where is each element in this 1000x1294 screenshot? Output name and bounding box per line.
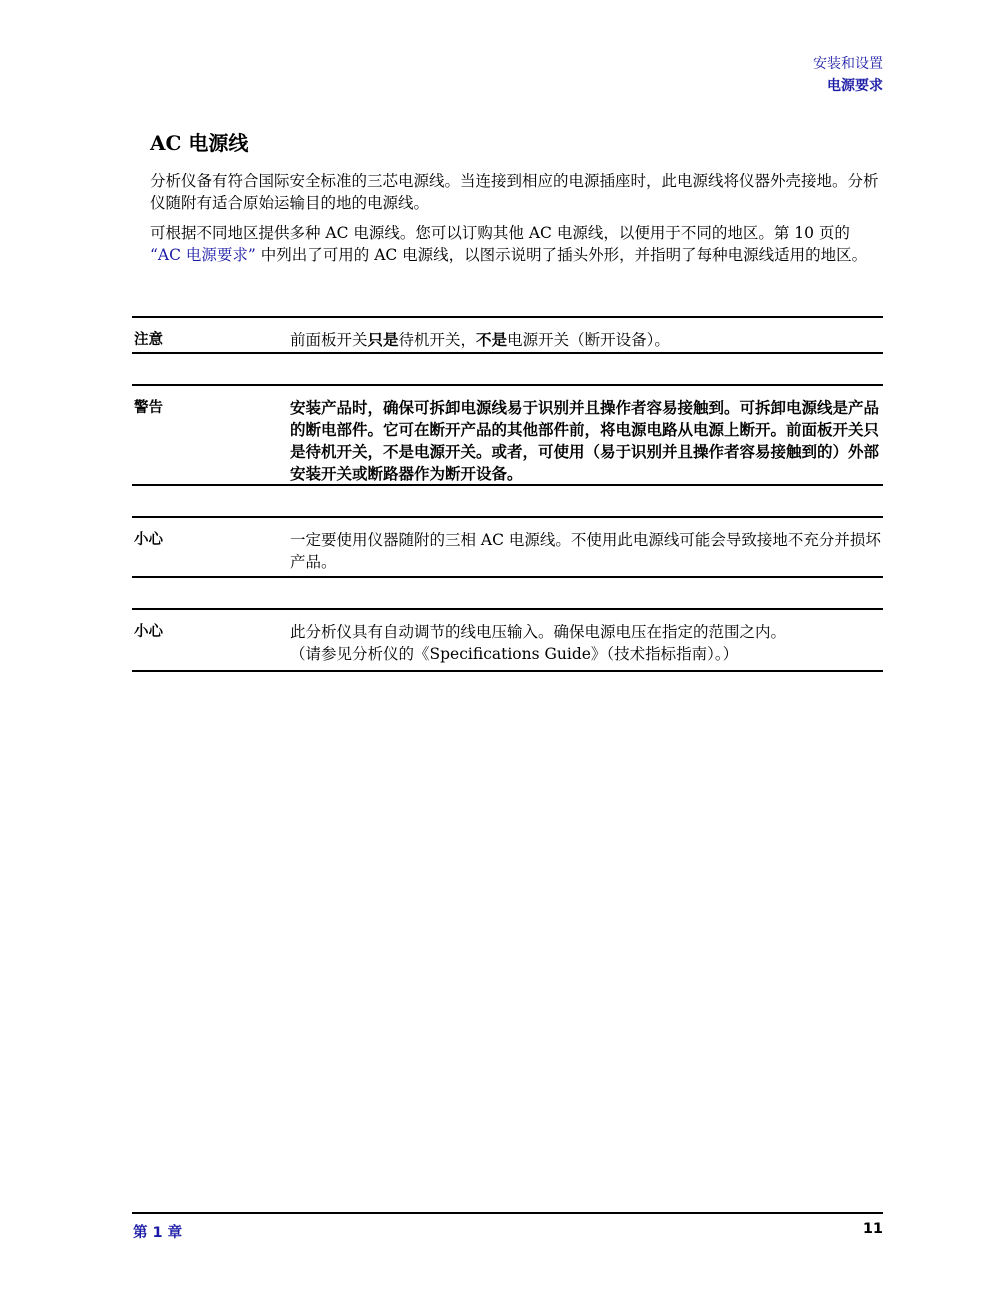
paragraph-power-cords bbox=[150, 222, 885, 266]
footer-rule bbox=[132, 1212, 883, 1214]
note-text-part: 前面板开关 bbox=[290, 331, 368, 349]
footer-chapter: 第 1 章 bbox=[133, 1225, 183, 1241]
paragraph-text: 中列出了可用的 AC 电源线，以图示说明了插头外形，并指明了每种电源线适用的地区。 bbox=[255, 246, 868, 264]
warning-text: 安装产品时，确保可拆卸电源线易于识别并且操作者容易接触到。可拆卸电源线是产品的断电部件。它可在断开产品的其他部件前，将电源电路从电源上断开。前面板开关只是待机开关，不是电源开关。或者，可使用（易于识别并且操作者容易接触到的）外部安装开关或断路器作为断开设备。 bbox=[290, 398, 880, 483]
caution-text bbox=[290, 621, 883, 665]
note-label: 注意 bbox=[134, 332, 163, 348]
header-section: 安装和设置 bbox=[813, 56, 883, 72]
note-emphasis: 只是 bbox=[367, 330, 399, 349]
caution-text-line: 此分析仪具有自动调节的线电压输入。确保电源电压在指定的范围之内。 bbox=[290, 623, 787, 641]
paragraph-grounding: 分析仪备有符合国际安全标准的三芯电源线。当连接到相应的电源插座时，此电源线将仪器外壳接地。分析仪随附有适合原始运输目的地的电源线。 bbox=[150, 172, 879, 212]
warning-label: 警告 bbox=[134, 400, 163, 416]
note-emphasis: 不是 bbox=[476, 330, 508, 349]
caution-box bbox=[132, 608, 883, 672]
caution-text: 一定要使用仪器随附的三相 AC 电源线。不使用此电源线可能会导致接地不充分并损坏产品。 bbox=[290, 531, 881, 571]
header-subsection: 电源要求 bbox=[827, 78, 883, 94]
caution-box bbox=[132, 516, 883, 578]
note-text bbox=[290, 329, 883, 351]
running-header bbox=[813, 53, 883, 97]
note-text-part: 待机开关， bbox=[398, 331, 477, 349]
cross-reference-link[interactable]: “AC 电源要求” bbox=[150, 246, 256, 264]
caution-text-line: （请参见分析仪的《Specifications Guide》（技术指标指南）。） bbox=[290, 645, 739, 663]
warning-box bbox=[132, 384, 883, 486]
note-text-part: 电源开关（断开设备）。 bbox=[507, 331, 670, 349]
caution-label: 小心 bbox=[134, 532, 163, 548]
caution-label: 小心 bbox=[134, 624, 163, 640]
note-box bbox=[132, 316, 883, 354]
paragraph-text: 可根据不同地区提供多种 AC 电源线。您可以订购其他 AC 电源线，以便用于不同的地区。第 10 页的 bbox=[150, 224, 850, 242]
section-title: AC 电源线 bbox=[150, 131, 249, 155]
page-number: 11 bbox=[862, 1221, 883, 1237]
